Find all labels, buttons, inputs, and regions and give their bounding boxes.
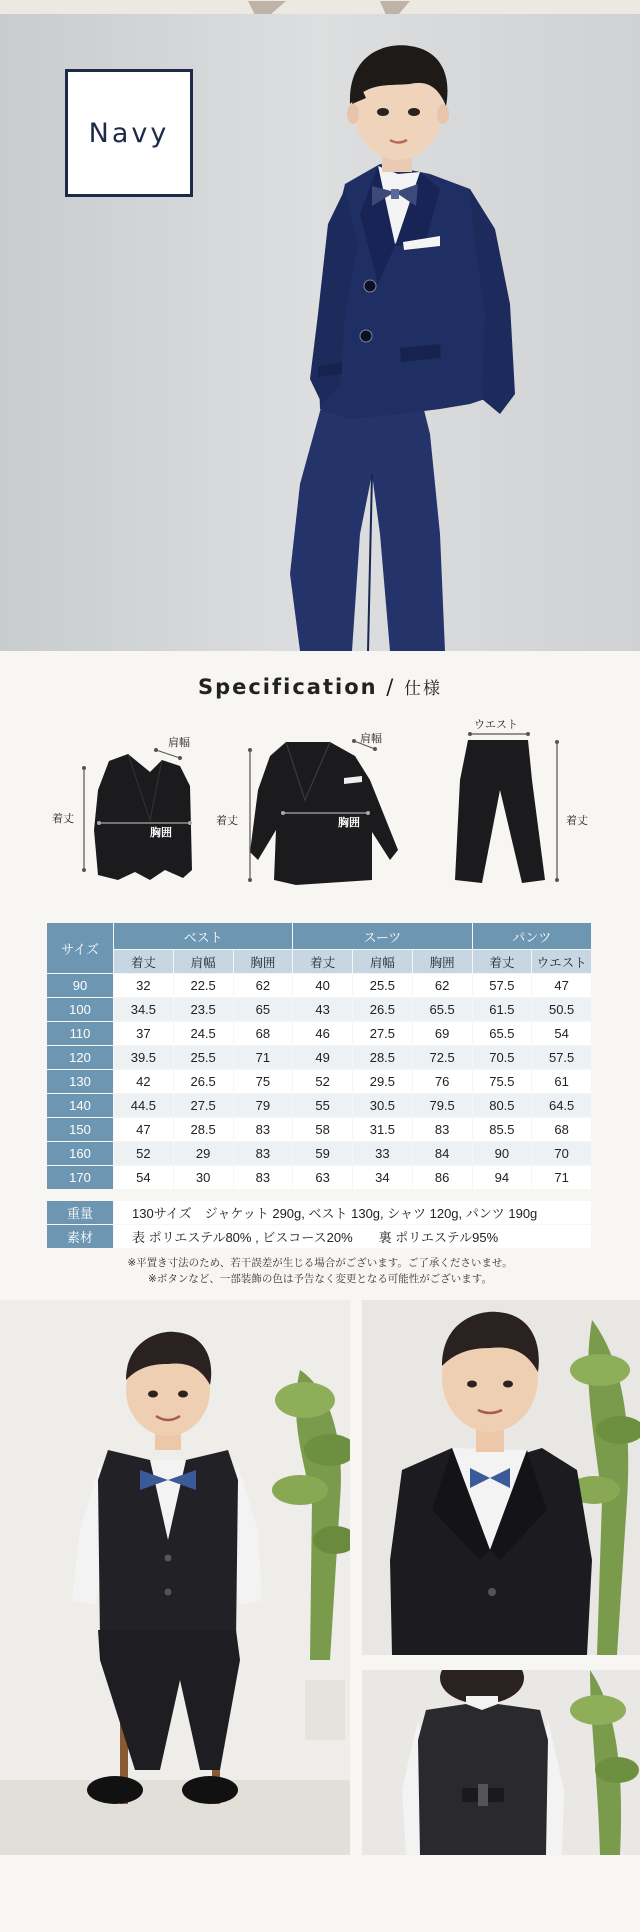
table-cell: 61 — [532, 1070, 591, 1093]
table-row — [47, 1142, 591, 1165]
jacket-chest-label: 胸囲 — [338, 816, 360, 829]
table-cell: 72.5 — [413, 1046, 472, 1069]
table-row — [47, 998, 591, 1021]
table-cell: 49 — [293, 1046, 352, 1069]
table-cell: 47 — [532, 974, 591, 997]
size-header: サイズ — [47, 923, 113, 973]
table-cell: 90 — [473, 1142, 532, 1165]
table-cell: 85.5 — [473, 1118, 532, 1141]
table-cell: 37 — [114, 1022, 173, 1045]
table-cell: 79.5 — [413, 1094, 472, 1117]
table-cell: 47 — [114, 1118, 173, 1141]
sub-header: 着丈 — [473, 950, 532, 973]
pants-waist-label: ウエスト — [474, 718, 518, 731]
table-cell: 70.5 — [473, 1046, 532, 1069]
material-label: 素材 — [47, 1225, 113, 1248]
table-row — [47, 1046, 591, 1069]
table-cell: 31.5 — [353, 1118, 412, 1141]
spec-title-sep: / — [386, 675, 396, 699]
table-cell: 62 — [234, 974, 293, 997]
vest-length-label: 着丈 — [52, 812, 74, 825]
table-cell: 75 — [234, 1070, 293, 1093]
sub-header: ウエスト — [532, 950, 591, 973]
info-table — [46, 1200, 592, 1249]
table-cell: 34 — [353, 1166, 412, 1189]
table-cell: 71 — [532, 1166, 591, 1189]
material-value: 表 ポリエステル80% , ビスコース20% 裏 ポリエステル95% — [114, 1225, 591, 1248]
table-cell: 63 — [293, 1166, 352, 1189]
table-cell: 32 — [114, 974, 173, 997]
weight-label: 重量 — [47, 1201, 113, 1224]
sub-header: 肩幅 — [174, 950, 233, 973]
table-cell: 28.5 — [353, 1046, 412, 1069]
spec-title-en: Specification — [197, 675, 378, 699]
table-cell: 83 — [234, 1142, 293, 1165]
size-cell: 120 — [47, 1046, 113, 1069]
table-cell: 54 — [114, 1166, 173, 1189]
table-cell: 83 — [413, 1118, 472, 1141]
top-strip — [0, 0, 640, 14]
table-cell: 84 — [413, 1142, 472, 1165]
table-row — [47, 1070, 591, 1093]
size-cell: 160 — [47, 1142, 113, 1165]
table-cell: 30 — [174, 1166, 233, 1189]
table-cell: 69 — [413, 1022, 472, 1045]
table-cell: 27.5 — [353, 1022, 412, 1045]
table-cell: 25.5 — [174, 1046, 233, 1069]
size-cell: 170 — [47, 1166, 113, 1189]
table-cell: 83 — [234, 1118, 293, 1141]
vest-chest-label: 胸囲 — [150, 826, 172, 839]
size-cell: 140 — [47, 1094, 113, 1117]
table-cell: 57.5 — [532, 1046, 591, 1069]
table-cell: 50.5 — [532, 998, 591, 1021]
table-cell: 26.5 — [353, 998, 412, 1021]
table-row — [47, 974, 591, 997]
table-cell: 57.5 — [473, 974, 532, 997]
weight-row — [47, 1201, 591, 1224]
table-cell: 43 — [293, 998, 352, 1021]
size-cell: 150 — [47, 1118, 113, 1141]
table-cell: 71 — [234, 1046, 293, 1069]
color-label-box — [65, 69, 193, 197]
size-cell: 100 — [47, 998, 113, 1021]
table-cell: 40 — [293, 974, 352, 997]
table-cell: 46 — [293, 1022, 352, 1045]
sub-header: 着丈 — [114, 950, 173, 973]
color-label: Navy — [88, 117, 170, 149]
table-cell: 26.5 — [174, 1070, 233, 1093]
table-cell: 28.5 — [174, 1118, 233, 1141]
photo-vest-back — [362, 1670, 640, 1855]
weight-value: 130サイズ ジャケット 290g, ベスト 130g, シャツ 120g, パンツ 190g — [114, 1201, 591, 1224]
sub-header: 胸囲 — [413, 950, 472, 973]
group-header-vest: ベスト — [114, 923, 292, 949]
table-cell: 25.5 — [353, 974, 412, 997]
pants-length-label: 着丈 — [566, 814, 588, 827]
vest-shape — [94, 754, 192, 880]
table-cell: 29.5 — [353, 1070, 412, 1093]
size-cell: 130 — [47, 1070, 113, 1093]
table-cell: 80.5 — [473, 1094, 532, 1117]
table-cell: 33 — [353, 1142, 412, 1165]
table-cell: 22.5 — [174, 974, 233, 997]
jacket-shoulder-label: 肩幅 — [360, 732, 382, 745]
table-cell: 76 — [413, 1070, 472, 1093]
table-cell: 34.5 — [114, 998, 173, 1021]
photo-vest-seated — [0, 1300, 350, 1855]
table-cell: 94 — [473, 1166, 532, 1189]
group-header-pants: パンツ — [473, 923, 592, 949]
table-cell: 64.5 — [532, 1094, 591, 1117]
size-cell: 90 — [47, 974, 113, 997]
table-cell: 79 — [234, 1094, 293, 1117]
group-header-suit: スーツ — [293, 923, 471, 949]
table-cell: 65.5 — [473, 1022, 532, 1045]
table-cell: 44.5 — [114, 1094, 173, 1117]
boy-jacket-closeup-photo — [362, 1300, 640, 1655]
vest-shoulder-label: 肩幅 — [168, 736, 190, 749]
size-table — [46, 922, 592, 1190]
table-cell: 27.5 — [174, 1094, 233, 1117]
material-row — [47, 1225, 591, 1248]
table-cell: 52 — [114, 1142, 173, 1165]
table-row — [47, 1166, 591, 1189]
table-cell: 55 — [293, 1094, 352, 1117]
table-cell: 68 — [234, 1022, 293, 1045]
spec-title-jp: 仕様 — [404, 679, 443, 699]
sub-header: 胸囲 — [234, 950, 293, 973]
table-cell: 58 — [293, 1118, 352, 1141]
photo-jacket-closeup — [362, 1300, 640, 1655]
table-cell: 30.5 — [353, 1094, 412, 1117]
table-cell: 24.5 — [174, 1022, 233, 1045]
boy-seated-vest-photo — [0, 1300, 350, 1855]
measurement-diagram — [0, 720, 640, 895]
size-cell: 110 — [47, 1022, 113, 1045]
table-row — [47, 1022, 591, 1045]
pants-shape — [455, 740, 545, 883]
hero-photo-navy — [0, 14, 640, 651]
note-tolerance: ※平置き寸法のため、若干誤差が生じる場合がございます。ご了承くださいませ。 — [127, 1257, 513, 1269]
spec-title — [0, 674, 640, 699]
table-cell: 52 — [293, 1070, 352, 1093]
table-cell: 65.5 — [413, 998, 472, 1021]
note-buttons: ※ボタンなど、一部装飾の色は予告なく変更となる可能性がございます。 — [148, 1273, 492, 1285]
table-row — [47, 1094, 591, 1117]
sub-header: 着丈 — [293, 950, 352, 973]
table-cell: 23.5 — [174, 998, 233, 1021]
jacket-length-label: 着丈 — [216, 814, 238, 827]
sub-header: 肩幅 — [353, 950, 412, 973]
table-cell: 39.5 — [114, 1046, 173, 1069]
table-cell: 29 — [174, 1142, 233, 1165]
table-cell: 70 — [532, 1142, 591, 1165]
table-cell: 68 — [532, 1118, 591, 1141]
table-cell: 61.5 — [473, 998, 532, 1021]
boy-vest-back-photo — [362, 1670, 640, 1855]
previous-photo-edge — [0, 1, 640, 15]
table-cell: 42 — [114, 1070, 173, 1093]
table-cell: 83 — [234, 1166, 293, 1189]
table-cell: 62 — [413, 974, 472, 997]
garment-diagram-svg — [0, 720, 640, 895]
table-cell: 75.5 — [473, 1070, 532, 1093]
table-cell: 86 — [413, 1166, 472, 1189]
table-row — [47, 1118, 591, 1141]
table-cell: 65 — [234, 998, 293, 1021]
table-cell: 54 — [532, 1022, 591, 1045]
table-cell: 59 — [293, 1142, 352, 1165]
